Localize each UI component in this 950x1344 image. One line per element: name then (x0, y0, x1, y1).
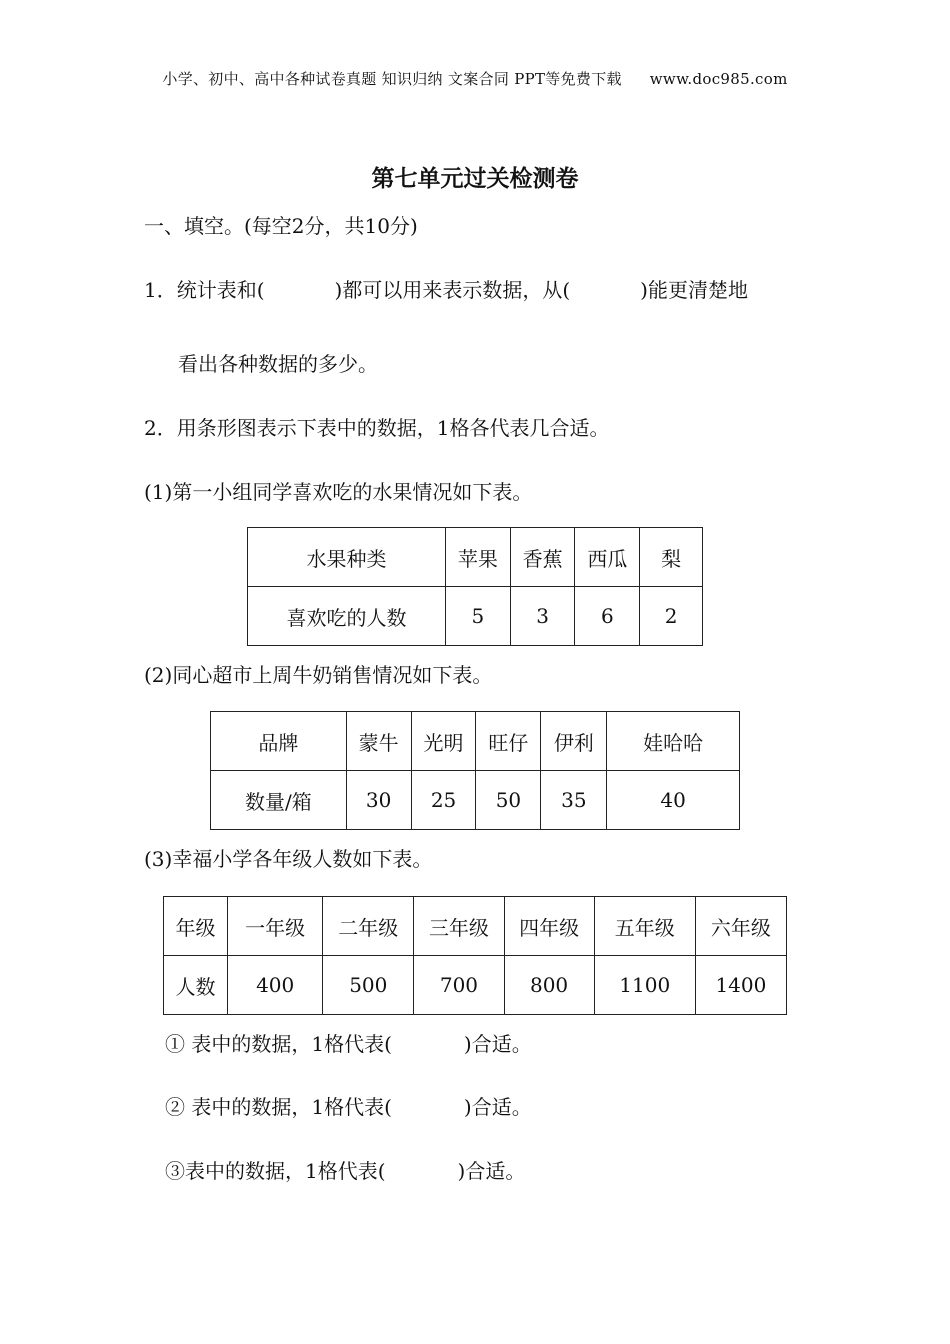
sub-question-3-caption: (3)幸福小学各年级人数如下表。 (144, 847, 433, 871)
fruit-table (247, 527, 703, 646)
answer-line-1 (165, 1030, 532, 1058)
table-cell: 40 (607, 771, 740, 830)
answer-1-suffix: )合适。 (463, 1032, 532, 1056)
table-cell: 30 (346, 771, 411, 830)
q1-text-c: )能更清楚地 (640, 278, 748, 302)
table-cell: 数量/箱 (211, 771, 347, 830)
table-cell: 50 (476, 771, 541, 830)
table-row (211, 712, 740, 771)
table-cell: 35 (541, 771, 607, 830)
table-cell: 500 (323, 956, 414, 1015)
table-cell: 西瓜 (575, 528, 640, 587)
table-cell: 6 (575, 587, 640, 646)
table-cell: 五年级 (594, 897, 695, 956)
milk-table (210, 711, 740, 830)
table-cell: 三年级 (414, 897, 504, 956)
table-cell: 水果种类 (248, 528, 446, 587)
table-row (248, 528, 703, 587)
header-site: www.doc985.com (649, 70, 788, 88)
table-cell: 2 (640, 587, 703, 646)
page-header (0, 68, 950, 89)
table-cell: 喜欢吃的人数 (248, 587, 446, 646)
sub-question-2-caption: (2)同心超市上周牛奶销售情况如下表。 (144, 663, 493, 687)
table-cell: 伊利 (541, 712, 607, 771)
table-cell: 年级 (164, 897, 228, 956)
table-cell: 梨 (640, 528, 703, 587)
table-cell: 光明 (411, 712, 476, 771)
sub-question-1-caption: (1)第一小组同学喜欢吃的水果情况如下表。 (144, 480, 533, 504)
grade-table (163, 896, 787, 1015)
q1-text-a: 1．统计表和( (144, 278, 265, 302)
table-cell: 蒙牛 (346, 712, 411, 771)
table-cell: 二年级 (323, 897, 414, 956)
q1-text-b: )都可以用来表示数据，从( (334, 278, 571, 302)
answer-1-prefix: ① 表中的数据，1格代表( (165, 1032, 392, 1056)
table-cell: 800 (504, 956, 594, 1015)
table-cell: 5 (445, 587, 510, 646)
table-cell: 香蕉 (510, 528, 575, 587)
page-title: 第七单元过关检测卷 (371, 166, 579, 192)
table-row (211, 771, 740, 830)
table-row (164, 956, 787, 1015)
question-1-line-1 (144, 276, 748, 304)
question-2: 2．用条形图表示下表中的数据，1格各代表几合适。 (144, 416, 610, 440)
answer-line-3 (165, 1157, 525, 1185)
table-cell: 品牌 (211, 712, 347, 771)
table-cell: 四年级 (504, 897, 594, 956)
answer-3-suffix: )合适。 (457, 1159, 526, 1183)
table-cell: 700 (414, 956, 504, 1015)
table-row (248, 587, 703, 646)
table-cell: 人数 (164, 956, 228, 1015)
answer-line-2 (165, 1093, 532, 1121)
table-cell: 娃哈哈 (607, 712, 740, 771)
question-1-line-2: 看出各种数据的多少。 (178, 352, 378, 376)
table-cell: 苹果 (445, 528, 510, 587)
header-text: 小学、初中、高中各种试卷真题 知识归纳 文案合同 PPT等免费下载 (162, 70, 622, 88)
table-cell: 1400 (695, 956, 786, 1015)
section-heading: 一、填空。(每空2分，共10分) (144, 214, 418, 238)
table-cell: 旺仔 (476, 712, 541, 771)
answer-2-prefix: ② 表中的数据，1格代表( (165, 1095, 392, 1119)
table-row (164, 897, 787, 956)
table-cell: 1100 (594, 956, 695, 1015)
table-cell: 400 (228, 956, 323, 1015)
answer-2-suffix: )合适。 (463, 1095, 532, 1119)
table-cell: 3 (510, 587, 575, 646)
table-cell: 25 (411, 771, 476, 830)
table-cell: 一年级 (228, 897, 323, 956)
table-cell: 六年级 (695, 897, 786, 956)
answer-3-prefix: ③表中的数据，1格代表( (165, 1159, 386, 1183)
